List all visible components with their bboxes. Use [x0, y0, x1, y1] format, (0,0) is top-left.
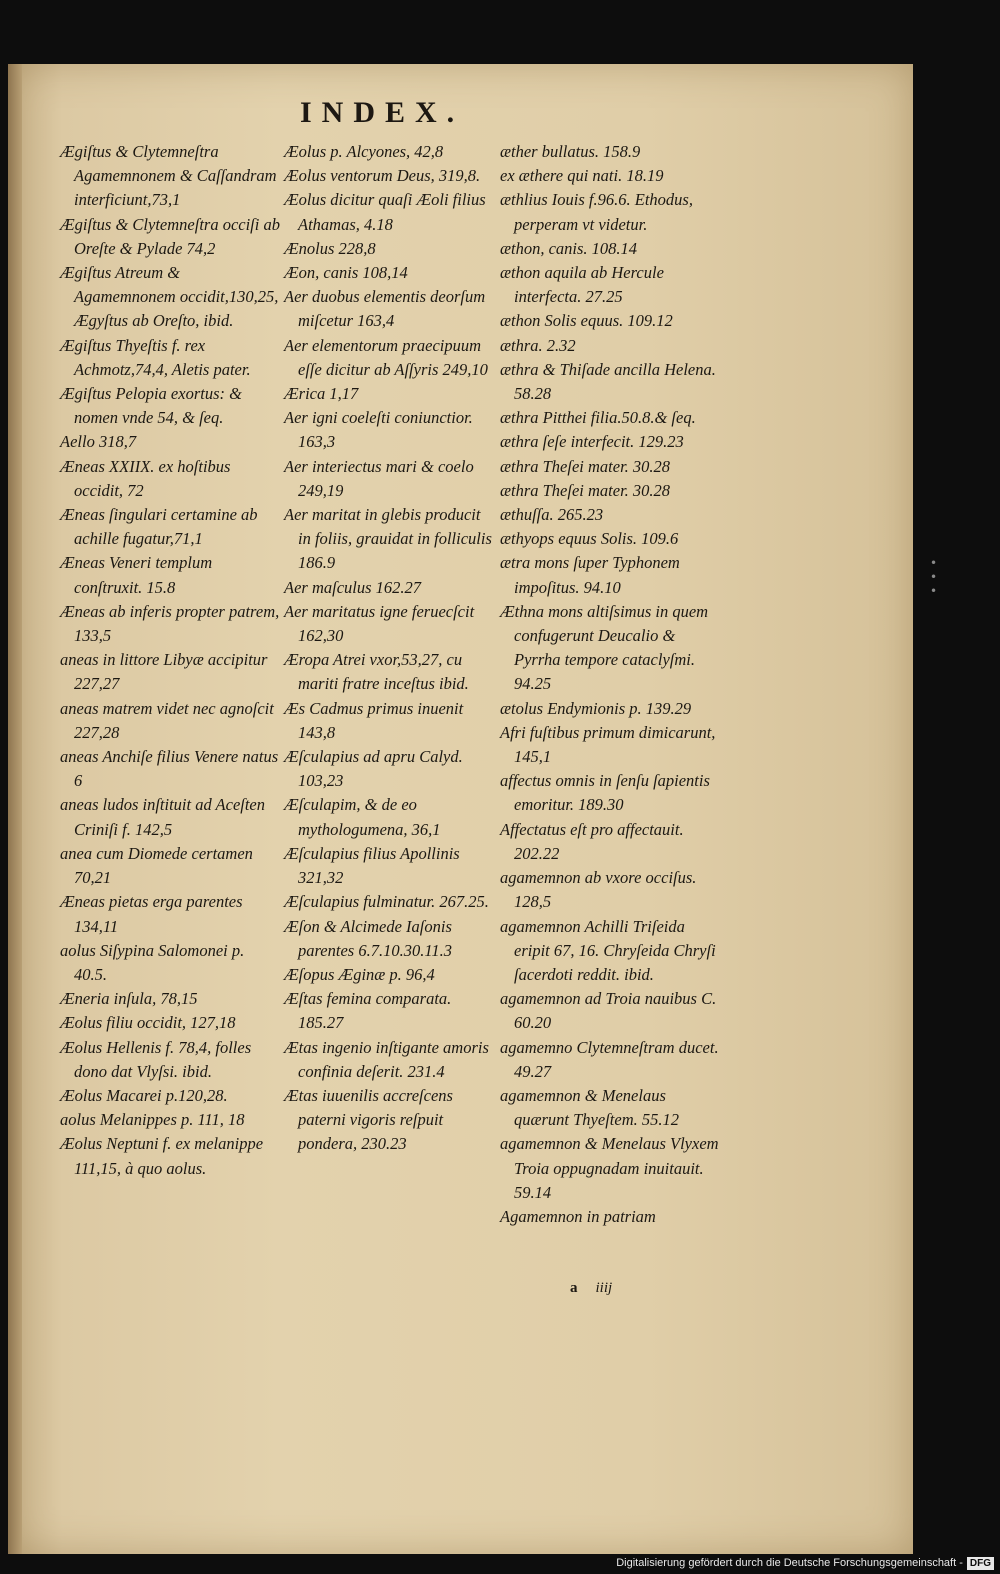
index-entry: affectus omnis in ſenſu ſapientis emoritur. 189.30 — [500, 771, 710, 815]
index-entry: aneas Anchiſe filius Venere natus 6 — [60, 747, 279, 791]
index-entry: Aer duobus elementis deorſum miſcetur 163,4 — [284, 287, 486, 331]
index-entry: Ægiſtus & Clytemneſtra occiſi ab Oreſte & Pylade 74,2 — [60, 214, 280, 258]
index-entry: Afri fuſtibus primum dimicarunt, 145,1 — [500, 722, 716, 767]
index-entry: agamemnon & Menelaus quærunt Thyeſtem. 55.12 — [500, 1085, 679, 1130]
index-entry: Affectatus eſt pro affectauit. 202.22 — [500, 819, 684, 863]
signature-mark — [570, 1280, 612, 1297]
index-entry: Aer igni coeleſti coniunctior. 163,3 — [284, 408, 473, 452]
index-entry: Æolus dicitur quaſi Æoli filius Athamas, 4.18 — [284, 190, 486, 234]
index-entry: æthra ſeſe interfecit. 129.23 — [500, 432, 684, 452]
digitization-credit — [616, 1554, 994, 1572]
index-entry: æthlius Iouis f.96.6. Ethodus, perperam vt videtur. — [500, 190, 693, 234]
index-entry: agamemnon Achilli Triſeida eripit 67, 16. Chryſeida Chryſi ſacerdoti reddit. ibid. — [500, 916, 716, 984]
index-entry: Æneas XXIIX. ex hoſtibus occidit, 72 — [60, 456, 231, 500]
index-entry: Æſtas femina comparata. 185.27 — [284, 989, 452, 1033]
index-entry: agamemno Clytemneſtram ducet. 49.27 — [500, 1037, 719, 1081]
index-entry: Æs Cadmus primus inuenit 143,8 — [284, 698, 464, 742]
index-entry: Aer elementorum praecipuum eſſe dicitur ab Aſſyris 249,10 — [284, 335, 488, 379]
index-entry: ætolus Endymionis p. 139.29 — [500, 698, 692, 718]
index-entry: Æſopus Æginæ p. 96,4 — [284, 964, 435, 984]
index-entry: Æneas pietas erga parentes 134,11 — [60, 892, 243, 936]
index-entry: æthra Theſei mater. 30.28 — [500, 480, 671, 500]
index-entry: Æneas Veneri templum conſtruxit. 15.8 — [60, 553, 213, 597]
index-entry: æthra Pitthei filia.50.8.& ſeq. — [500, 408, 696, 428]
index-entry: æthon, canis. 108.14 — [500, 238, 638, 258]
index-entry: Æthna mons altiſsimus in quem confugerunt Deucalio & Pyrrha tempore cataclyſmi. 94.25 — [500, 601, 709, 694]
index-entry: Aer maritatus igne feruecſcit 162,30 — [284, 601, 475, 646]
index-entry: aneas in littore Libyæ accipitur 227,27 — [60, 650, 268, 694]
index-entry: Æolus filiu occidit, 127,18 — [60, 1013, 236, 1033]
index-column-2 — [284, 140, 494, 1157]
index-entry: Aer interiectus mari & coelo 249,19 — [284, 456, 474, 500]
index-entry: Æſculapius filius Apollinis 321,32 — [284, 843, 460, 888]
index-entry: Æſon & Alcimede Iaſonis parentes 6.7.10.30.11.3 — [284, 916, 452, 960]
index-entry: Æolus ventorum Deus, 319,8. — [284, 166, 481, 186]
index-entry: Ægiſtus Thyeſtis f. rex Achmotz,74,4, Aletis pater. — [60, 335, 251, 379]
index-entry: ex æthere qui nati. 18.19 — [500, 166, 664, 186]
index-entry: aneas matrem videt nec agnoſcit 227,28 — [60, 698, 274, 742]
signature-letter: a — [570, 1280, 578, 1296]
index-entry: Ægiſtus Atreum & Agamemnonem occidit,130,25, Ægyſtus ab Oreſto, ibid. — [60, 263, 279, 331]
index-entry: Æolus Macarei p.120,28. — [60, 1085, 228, 1105]
index-entry: Æropa Atrei vxor,53,27, cu mariti fratre inceſtus ibid. — [284, 650, 469, 694]
index-entry: æthra & Thiſade ancilla Helena. 58.28 — [500, 359, 716, 404]
index-entry: aolus Siſypina Salomonei p. 40.5. — [60, 940, 245, 984]
index-entry: æthon aquila ab Hercule interfecta. 27.25 — [500, 263, 664, 307]
credit-text: Digitalisierung gefördert durch die Deutsche Forschungsgemeinschaft - — [616, 1557, 963, 1569]
page-title: INDEX. — [300, 96, 465, 129]
index-entry: agamemnon & Menelaus Vlyxem Troia oppugnadam inuitauit. 59.14 — [500, 1134, 719, 1202]
index-entry: Æſculapius ad apru Calyd. 103,23 — [284, 747, 463, 791]
index-entry: anea cum Diomede certamen 70,21 — [60, 843, 253, 888]
index-entry: æther bullatus. 158.9 — [500, 142, 641, 161]
index-entry: Ænolus 228,8 — [284, 238, 376, 258]
index-entry: Aer maritat in glebis producit in foliis, grauidat in folliculis 186.9 — [284, 505, 492, 573]
index-entry: Æſculapius fulminatur. 267.25. — [284, 892, 489, 912]
index-entry: Ærica 1,17 — [284, 384, 359, 404]
index-entry: æthra Theſei mater. 30.28 — [500, 456, 671, 476]
signature-number: iiij — [595, 1280, 613, 1296]
dfg-logo-icon: DFG — [967, 1557, 994, 1570]
index-entry: agamemnon ad Troia nauibus C. 60.20 — [500, 989, 717, 1033]
index-entry: æthra. 2.32 — [500, 335, 576, 355]
index-entry: Ætas iuuenilis accreſcens paterni vigoris reſpuit pondera, 230.23 — [284, 1085, 453, 1154]
index-entry: Æolus Neptuni f. ex melanippe 111,15, à quo aolus. — [60, 1134, 264, 1178]
index-entry: Æneria inſula, 78,15 — [60, 989, 198, 1009]
index-entry: Æſculapim, & de eo mythologumena, 36,1 — [284, 795, 441, 839]
index-entry: Ægiſtus Pelopia exortus: & nomen vnde 54, & ſeq. — [60, 384, 242, 428]
index-entry: Æneas ab inferis propter patrem, 133,5 — [60, 601, 280, 646]
index-entry: Ætas ingenio inſtigante amoris confinia deſerit. 231.4 — [284, 1037, 489, 1081]
index-entry: Ægiſtus & Clytemneſtra Agamemnonem & Caſſandram interficiunt,73,1 — [60, 142, 277, 210]
index-entry: aneas ludos inſtituit ad Aceſten Criniſi f. 142,5 — [60, 795, 266, 839]
scan-edge-marks: • • • — [930, 556, 956, 598]
index-entry: aolus Melanippes p. 111, 18 — [60, 1110, 245, 1130]
index-entry: æthuſſa. 265.23 — [500, 505, 604, 525]
index-entry: Æolus p. Alcyones, 42,8 — [284, 142, 444, 161]
index-column-3 — [500, 140, 722, 1229]
index-entry: ætra mons ſuper Typhonem impoſitus. 94.10 — [500, 553, 680, 597]
index-entry: Aer maſculus 162.27 — [284, 577, 422, 597]
index-entry: Æneas ſingulari certamine ab achille fugatur,71,1 — [60, 505, 258, 549]
page-gutter — [8, 64, 22, 1554]
index-entry: Æolus Hellenis f. 78,4, folles dono dat Vlyſsi. ibid. — [60, 1037, 252, 1081]
index-entry: Æon, canis 108,14 — [284, 263, 408, 283]
index-column-1 — [60, 140, 280, 1181]
index-entry: Agamemnon in patriam — [500, 1206, 656, 1226]
index-entry: æthyops equus Solis. 109.6 — [500, 529, 679, 549]
index-entry: Aello 318,7 — [60, 432, 137, 452]
index-entry: æthon Solis equus. 109.12 — [500, 311, 673, 331]
index-entry: agamemnon ab vxore occiſus. 128,5 — [500, 868, 697, 912]
